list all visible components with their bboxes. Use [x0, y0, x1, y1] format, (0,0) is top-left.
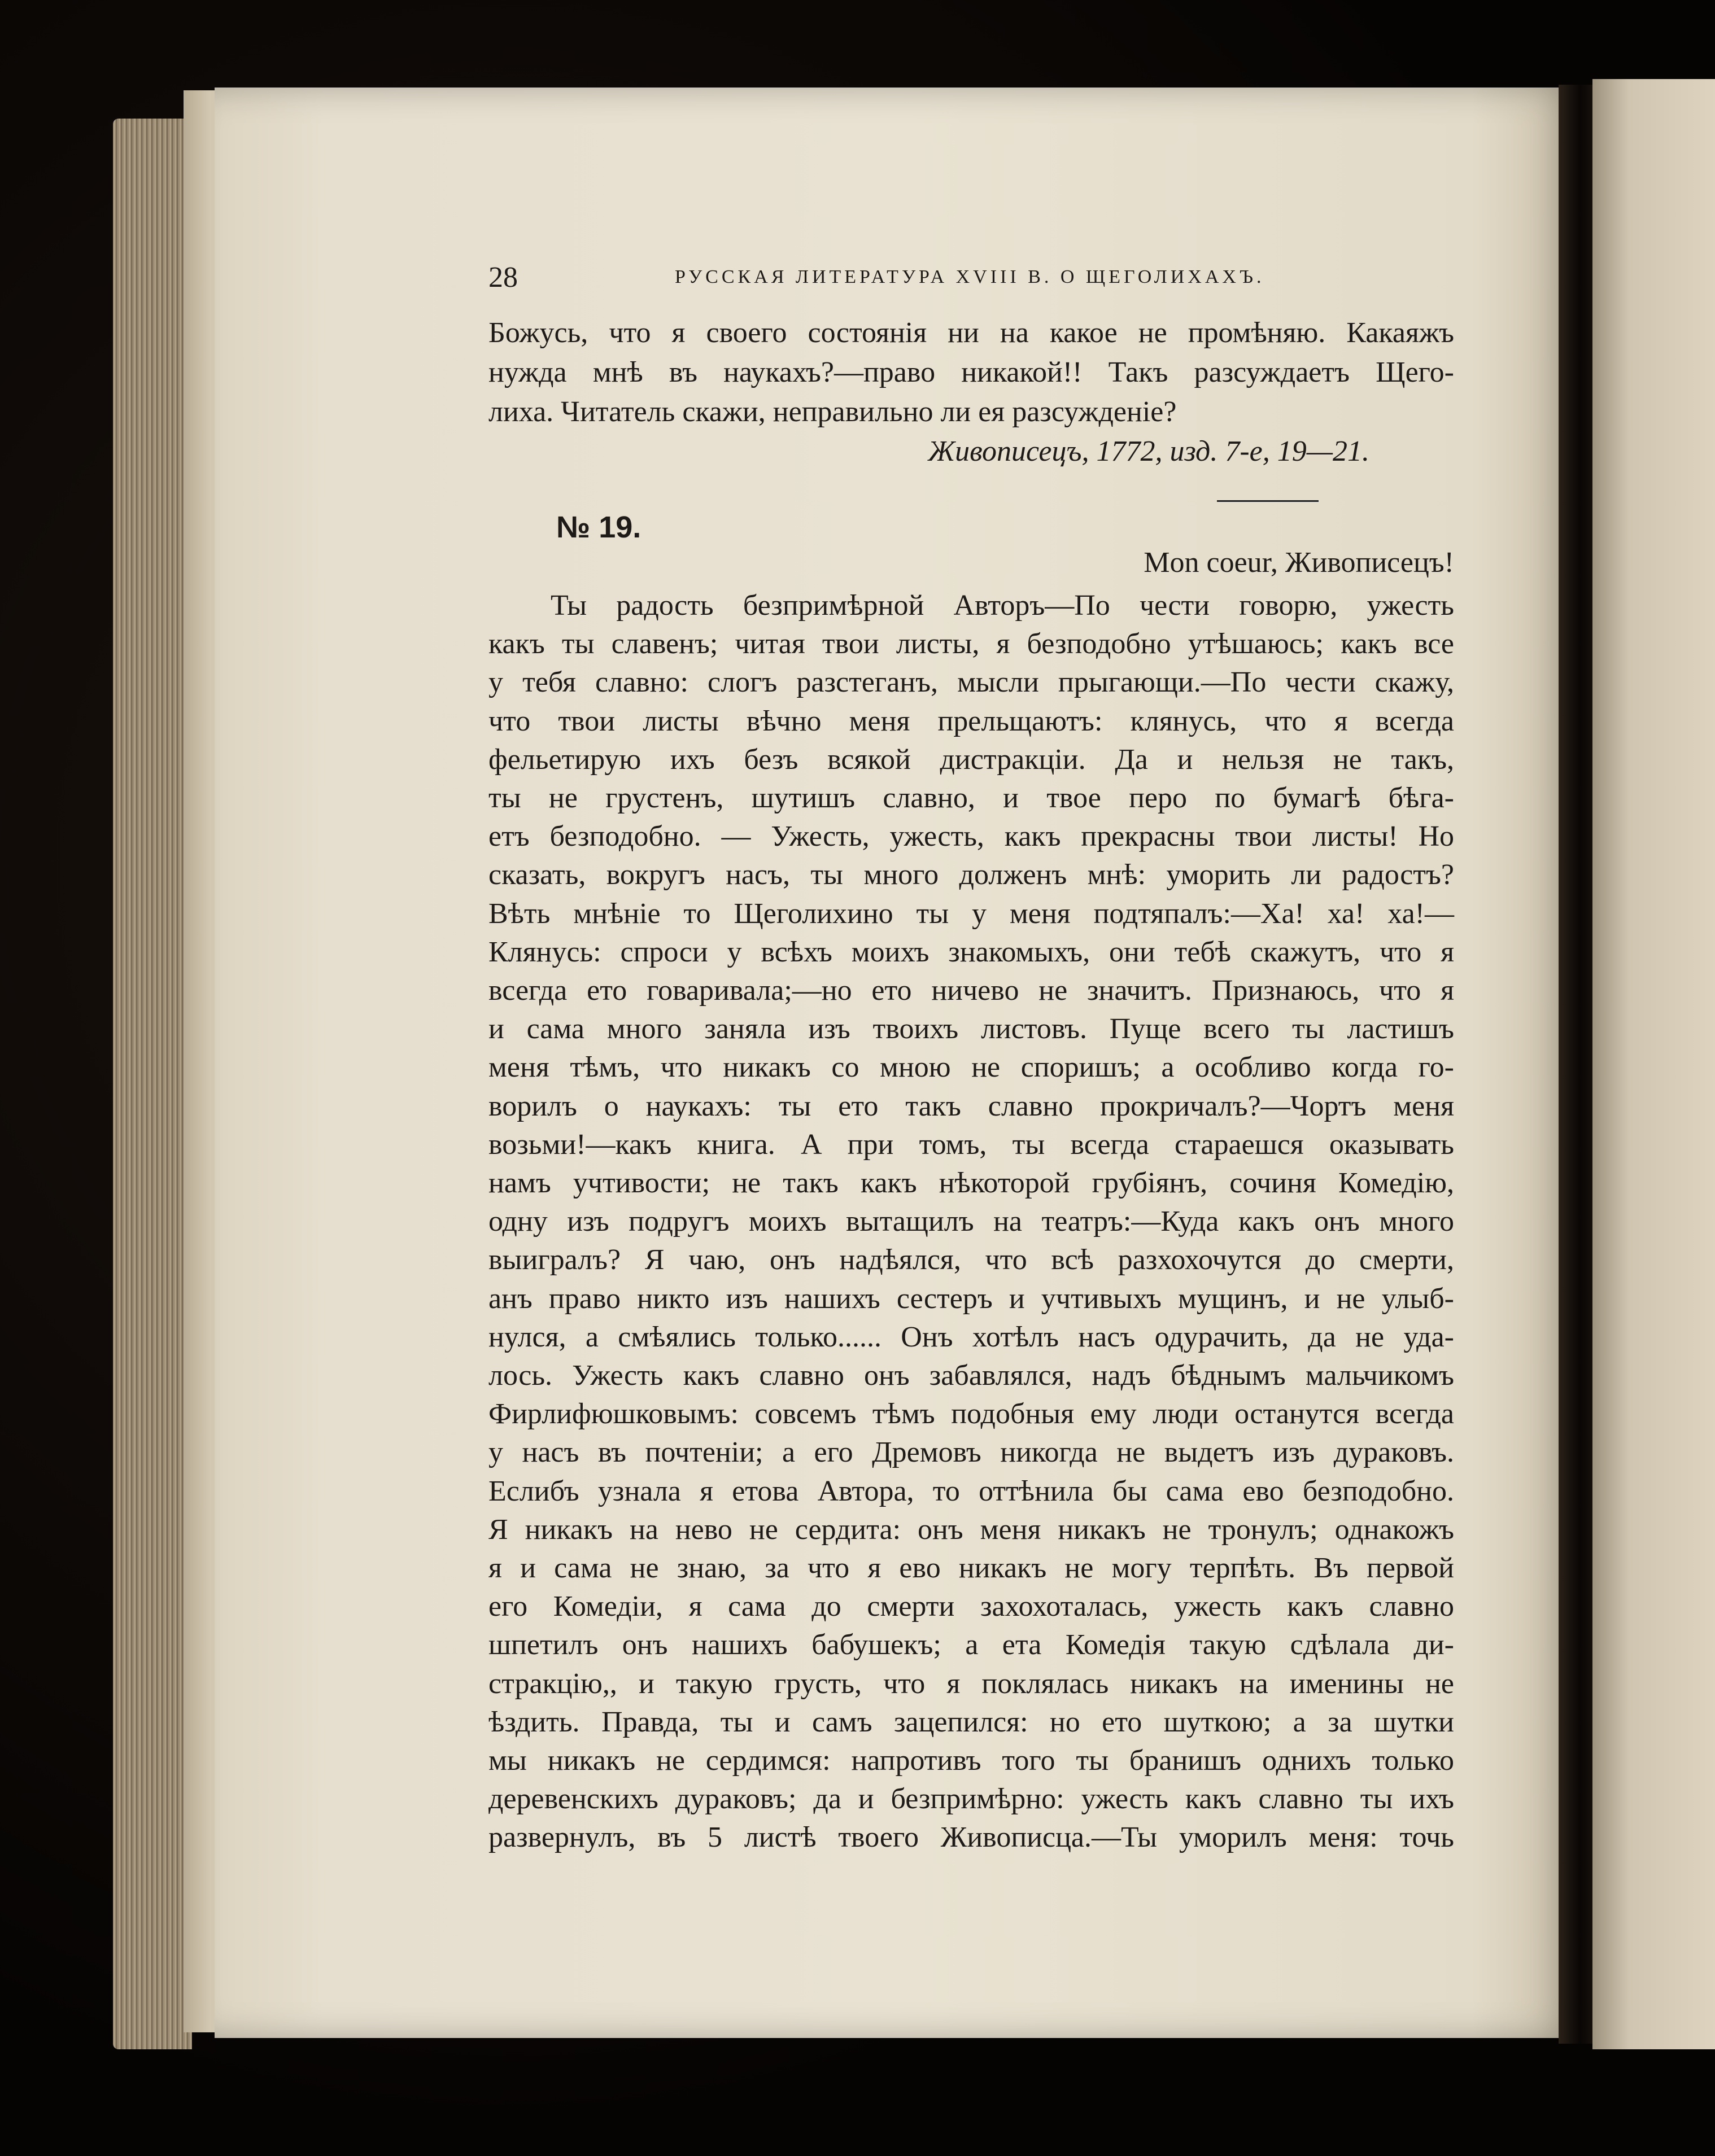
body-line: ты не грустенъ, шутишъ славно, и твое перо по бумагѣ бѣга-: [488, 782, 1454, 814]
body-line: что твои листы вѣчно меня прельщаютъ: клянусь, что я всегда: [488, 705, 1454, 737]
book-fore-edge: [113, 119, 192, 2049]
body-line: намъ учтивости; не такъ какъ нѣкоторой грубіянъ, сочиня Комедію,: [488, 1167, 1454, 1199]
body-line: у тебя славно: слогъ разстеганъ, мысли прыгающи.—По чести скажу,: [488, 666, 1454, 699]
body-line: стракцію,, и такую грусть, что я поклялась никакъ на именины не: [488, 1667, 1454, 1700]
intro-line: нужда мнѣ въ наукахъ?—право никакой!! Такъ разсуждаетъ Щего-: [488, 356, 1454, 388]
running-head: РУССКАЯ ЛИТЕРАТУРА XVIII В. О ЩЕГОЛИХАХЪ.: [675, 266, 1265, 287]
intro-line: лиха. Читатель скажи, неправильно ли ея разсужденіе?: [488, 396, 1177, 428]
body-line: Фирлифюшковымъ: совсемъ тѣмъ подобныя ему люди останутся всегда: [488, 1398, 1454, 1431]
letter-number: № 19.: [556, 510, 642, 544]
body-line: Еслибъ узнала я етова Автора, то оттѣнила бы сама ево безподобно.: [488, 1475, 1454, 1507]
body-line: Я никакъ на нево не сердита: онъ меня никакъ не тронулъ; однакожъ: [488, 1513, 1454, 1546]
body-line: нулся, а смѣялись только...... Онъ хотѣлъ насъ одурачить, да не уда-: [488, 1320, 1454, 1353]
body-line: я и сама не знаю, за что я ево никакъ не могу терпѣть. Въ первой: [488, 1552, 1454, 1584]
body-line: ворилъ о наукахъ: ты ето такъ славно прокричалъ?—Чортъ меня: [488, 1090, 1454, 1122]
body-line: какъ ты славенъ; читая твои листы, я безподобно утѣшаюсь; какъ все: [488, 628, 1454, 661]
body-line: шпетилъ онъ нашихъ бабушекъ; а ета Комедія такую сдѣлала ди-: [488, 1629, 1454, 1661]
page-number: 28: [488, 261, 518, 294]
citation: Живописецъ, 1772, изд. 7-е, 19—21.: [928, 435, 1369, 467]
body-line: мы никакъ не сердимся: напротивъ того ты бранишъ однихъ только: [488, 1744, 1454, 1777]
body-line: возьми!—какъ книга. А при томъ, ты всегда стараешся оказывать: [488, 1128, 1454, 1161]
body-line: ѣздить. Правда, ты и самъ зацепился: но ето шуткою; а за шутки: [488, 1705, 1454, 1738]
body-line: одну изъ подругъ моихъ вытащилъ на театръ:—Куда какъ онъ много: [488, 1205, 1454, 1238]
body-line: и сама много заняла изъ твоихъ листовъ. Пуще всего ты ластишъ: [488, 1013, 1454, 1046]
page-header: [488, 254, 1454, 299]
salutation: Mon coeur, Живописецъ!: [1144, 546, 1454, 579]
body-line: сказать, вокругъ насъ, ты много долженъ мнѣ: уморить ли радостъ?: [488, 859, 1454, 891]
body-line: всегда ето говаривала;—но ето ничево не значитъ. Признаюсь, что я: [488, 974, 1454, 1007]
body-line: анъ право никто изъ нашихъ сестеръ и учтивыхъ мущинъ, и не улыб-: [488, 1282, 1454, 1315]
section-divider: [1217, 500, 1319, 502]
body-line: выигралъ? Я чаю, онъ надѣялся, что всѣ разхохочутся до смерти,: [488, 1244, 1454, 1276]
body-line: Клянусь: спроси у всѣхъ моихъ знакомыхъ, они тебѣ скажутъ, что я: [488, 935, 1454, 968]
body-line: Ты радость безпримѣрной Авторъ—По чести говорю, ужесть: [551, 589, 1454, 622]
body-line: лось. Ужесть какъ славно онъ забавлялся, надъ бѣднымъ мальчикомъ: [488, 1359, 1454, 1392]
body-line: етъ безподобно. — Ужесть, ужесть, какъ прекрасны твои листы! Но: [488, 820, 1454, 853]
body-line: у насъ въ почтеніи; а его Дремовъ никогда не выдетъ изъ дураковъ.: [488, 1436, 1454, 1469]
facing-page-edge: [1592, 79, 1715, 2049]
body-line: деревенскихъ дураковъ; да и безпримѣрно: ужесть какъ славно ты ихъ: [488, 1783, 1454, 1816]
body-line: фельетирую ихъ безъ всякой дистракціи. Да и нельзя не такъ,: [488, 743, 1454, 776]
body-line: меня тѣмъ, что никакъ со мною не споришъ; а особливо когда го-: [488, 1051, 1454, 1084]
body-line: его Комедіи, я сама до смерти захохоталась, ужесть какъ славно: [488, 1590, 1454, 1623]
intro-line: Божусь, что я своего состоянія ни на какое не промѣняю. Какаяжъ: [488, 317, 1454, 349]
body-line: развернулъ, въ 5 листѣ твоего Живописца.—Ты уморилъ меня: точь: [488, 1821, 1454, 1854]
body-line: Вѣть мнѣніе то Щеголихино ты у меня подтяпалъ:—Ха! ха! ха!—: [488, 897, 1454, 930]
